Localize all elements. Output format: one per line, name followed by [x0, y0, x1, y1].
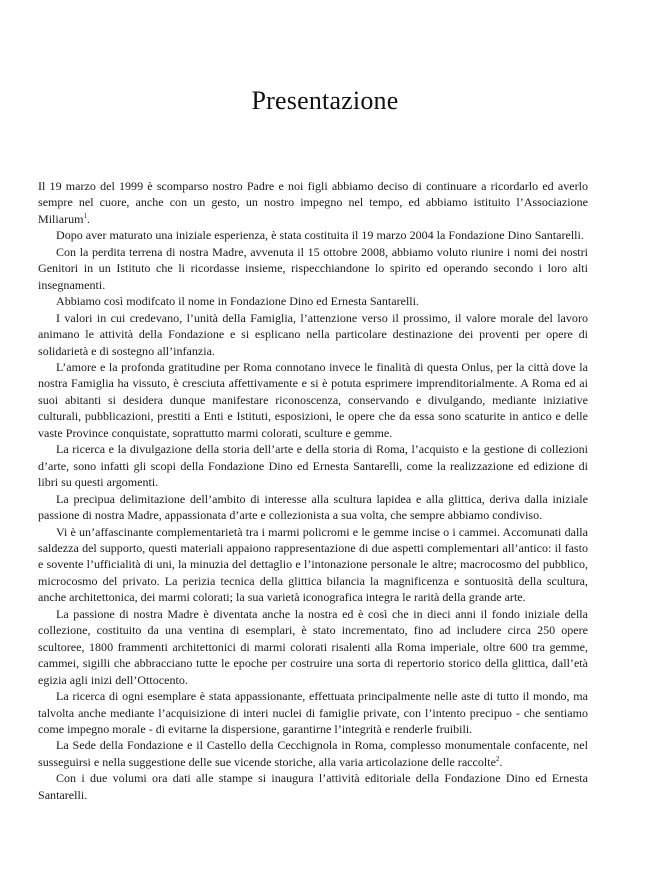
paragraph: Con la perdita terrena di nostra Madre, avvenuta il 15 ottobre 2008, abbiamo voluto riunire i nomi dei nostri Genitori in un Istituto che li ricordasse insieme, rispecchiandone lo spirito ed operando secondo i loro alti insegnamenti. [38, 244, 588, 292]
paragraph-end: . [87, 211, 91, 226]
paragraph: Dopo aver maturato una iniziale esperienza, è stata costituita il 19 marzo 2004 la Fondazione Dino Santarelli. [56, 228, 584, 243]
paragraph-text: La Sede della Fondazione e il Castello della Cecchignola in Roma, complesso monumentale confacente, nel susseguirsi e nella suggestione delle sue vicende storiche, alla varia articolazione delle raccolte [38, 738, 588, 769]
body-text [38, 178, 588, 803]
paragraph: Con i due volumi ora dati alle stampe si inaugura l’attività editoriale della Fondazione Dino ed Ernesta Santarelli. [38, 771, 588, 802]
footnote-marker: 1 [83, 211, 88, 220]
paragraph [38, 737, 588, 770]
paragraph: La precipua delimitazione dell’ambito di interesse alla scultura lapidea e alla glittica, deriva dalla iniziale passione di nostra Madre, appassionata d’arte e collezionista a sua volta, che sempre abbiamo condiviso. [38, 491, 588, 523]
paragraph: Abbiamo così modifcato il nome in Fondazione Dino ed Ernesta Santarelli. [56, 294, 419, 309]
paragraph: La passione di nostra Madre è diventata anche la nostra ed è così che in dieci anni il fondo iniziale della collezione, costituito da una ventina di esemplari, è stato incrementato, fino ad includere circa 250 opere scultoree, 1800 frammenti architettonici di marmi colorati risalenti alla Roma imperiale, oltre 600 tra gemme, cammei, sigilli che abbracciano tutte le epoche per costruire una sorta di repertorio storico della glittica, dall’età egizia agli inizi dell’Ottocento. [38, 606, 588, 687]
paragraph-end: . [499, 754, 503, 769]
paragraph-text: Il 19 marzo del 1999 è scomparso nostro Padre e noi figli abbiamo deciso di continuare a ricordarlo ed averlo sempre nel cuore, anche con un gesto, un nostro impegno nel tempo, ed abbiamo istituito l’Associazione Miliarum [38, 179, 588, 226]
page-title: Presentazione [251, 86, 399, 115]
footnote-marker: 2 [495, 754, 500, 763]
paragraph: La ricerca e la divulgazione della storia dell’arte e della storia di Roma, l’acquisto e la gestione di collezioni d’arte, sono infatti gli scopi della Fondazione Dino ed Ernesta Santarelli, come la realizzazione ed edizione di libri su questi argomenti. [38, 442, 588, 490]
paragraph [38, 178, 588, 227]
paragraph: L’amore e la profonda gratitudine per Roma connotano invece le finalità di questa Onlus, per la città dove la nostra Famiglia ha vissuto, è cresciuta affettivamente e si è potuta esprimere imprenditorialmente. A Roma ed ai suoi abitanti si desidera dunque manifestare riconoscenza, conservando e divulgando, mediante iniziative culturali, pubblicazioni, prestiti a Enti e Istituti, esposizioni, le opere che da essa sono scaturite in antico e delle vaste Province conquistate, soprattutto marmi colorati, sculture e gemme. [38, 359, 588, 440]
paragraph: Vi è un’affascinante complementarietà tra i marmi policromi e le gemme incise o i cammei. Accomunati dalla saldezza del supporto, questi materiali appaiono rappresentazione di due aspetti complementari all’antico: il fasto e sovente l’ufficialità di uni, la minuzia del dettaglio e l’intonazione personale le altre; macrocosmo del pubblico, microcosmo del privato. La perizia tecnica della glittica bilancia la magnificenza e sontuosità della scultura, anche architettonica, dei marmi colorati; la sua varietà iconografica integra le rarità della grande arte. [38, 524, 588, 605]
paragraph: La ricerca di ogni esemplare è stata appassionante, effettuata principalmente nelle aste di tutto il mondo, ma talvolta anche mediante l’acquisizione di interi nuclei di famiglie private, con l’intento precipuo - che sentiamo come impegno morale - di evitarne la dispersione, garantirne l’integrità e renderle fruibili. [38, 689, 588, 736]
paragraph: I valori in cui credevano, l’unità della Famiglia, l’attenzione verso il prossimo, il valore morale del lavoro animano le attività della Fondazione e si esplicano nella particolare destinazione dei proventi per opere di solidarietà e di sostegno all’infanzia. [38, 310, 588, 358]
